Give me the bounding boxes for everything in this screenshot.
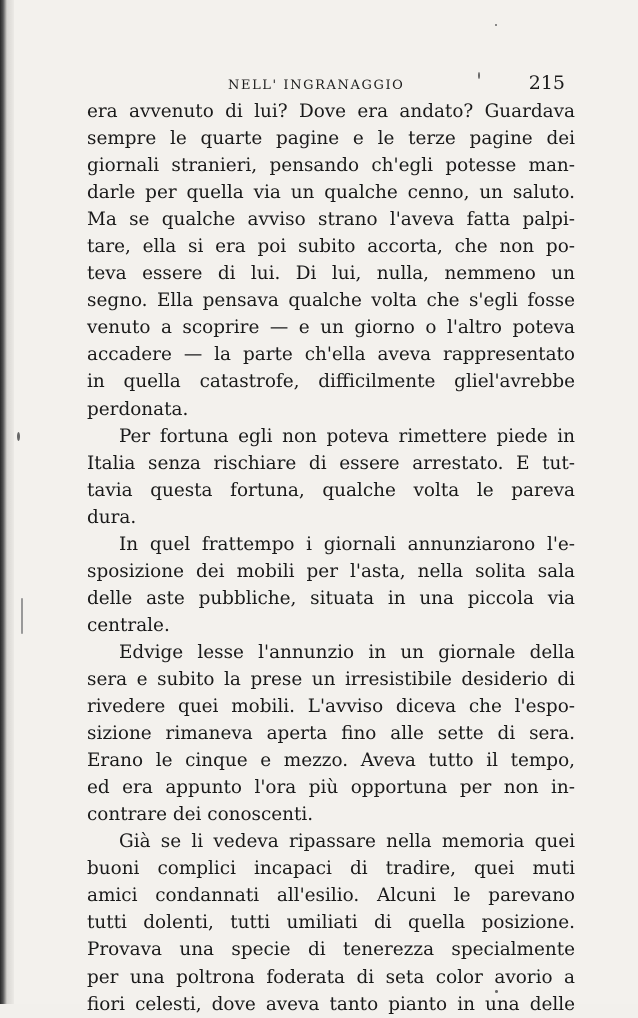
text-line: dura. bbox=[87, 506, 137, 528]
text-line: In quel frattempo i giornali annunziarono l'e- bbox=[119, 533, 575, 555]
text-line: buoni complici incapaci di tradire, quei muti bbox=[87, 858, 575, 880]
body-text bbox=[87, 98, 575, 1018]
text-line: perdonata. bbox=[87, 398, 189, 420]
paper-speck bbox=[478, 72, 480, 79]
text-line: fiori celesti, dove aveva tanto pianto in una delle bbox=[87, 993, 575, 1015]
text-line: delle aste pubbliche, situata in una piccola via bbox=[87, 587, 575, 609]
text-line: darle per quella via un qualche cenno, un saluto. bbox=[87, 182, 575, 204]
text-line: contrare dei conoscenti. bbox=[87, 804, 314, 826]
text-line: Edvige lesse l'annunzio in un giornale della bbox=[119, 641, 575, 663]
text-line: Per fortuna egli non poteva rimettere piede in bbox=[119, 425, 575, 447]
text-line: Italia senza rischiare di essere arrestato. E tut- bbox=[87, 452, 575, 474]
text-line: teva essere di lui. Di lui, nulla, nemmeno un bbox=[87, 263, 575, 285]
text-line: Già se li vedeva ripassare nella memoria quei bbox=[119, 831, 575, 853]
text-line: sposizione dei mobili per l'asta, nella solita sala bbox=[87, 560, 575, 582]
text-line: era avvenuto di lui? Dove era andato? Guardava bbox=[87, 101, 575, 122]
page-number: 215 bbox=[528, 72, 565, 94]
text-line: giornali stranieri, pensando ch'egli potesse man- bbox=[87, 155, 575, 177]
text-line: sera e subito la prese un irresistibile desiderio di bbox=[87, 668, 575, 690]
text-line: tavia questa fortuna, qualche volta le pareva bbox=[87, 479, 575, 501]
paper-speck bbox=[17, 432, 20, 441]
binding-edge bbox=[0, 0, 14, 1004]
paper-speck bbox=[21, 598, 23, 634]
text-line: in quella catastrofe, difficilmente gliel'avrebbe bbox=[87, 371, 575, 393]
text-line: tutti dolenti, tutti umiliati di quella posizione. bbox=[87, 912, 575, 934]
text-line: amici condannati all'esilio. Alcuni le parevano bbox=[87, 885, 575, 907]
text-line: centrale. bbox=[87, 614, 170, 636]
running-title: NELL' INGRANAGGIO bbox=[228, 78, 405, 93]
text-line: tare, ella si era poi subito accorta, che non po- bbox=[87, 236, 575, 258]
text-line: Erano le cinque e mezzo. Aveva tutto il tempo, bbox=[87, 750, 575, 772]
text-line: sempre le quarte pagine e le terze pagine dei bbox=[87, 128, 575, 150]
text-line: sizione rimaneva aperta fino alle sette di sera. bbox=[87, 723, 575, 745]
text-line: venuto a scoprire — e un giorno o l'altro poteva bbox=[87, 317, 575, 339]
text-line: segno. Ella pensava qualche volta che s'egli fosse bbox=[87, 290, 575, 312]
text-line: Provava una specie di tenerezza specialmente bbox=[87, 939, 575, 961]
text-line: rivedere quei mobili. L'avviso diceva che l'espo- bbox=[87, 696, 575, 718]
text-line: accadere — la parte ch'ella aveva rappresentato bbox=[87, 344, 575, 366]
text-line: per una poltrona foderata di seta color avorio a bbox=[87, 966, 575, 988]
page-header bbox=[90, 72, 570, 96]
paper-speck bbox=[495, 24, 497, 26]
text-line: Ma se qualche avviso strano l'aveva fatta palpi- bbox=[87, 209, 575, 231]
paper-speck bbox=[495, 990, 498, 993]
text-line: ed era appunto l'ora più opportuna per non in- bbox=[87, 777, 575, 799]
